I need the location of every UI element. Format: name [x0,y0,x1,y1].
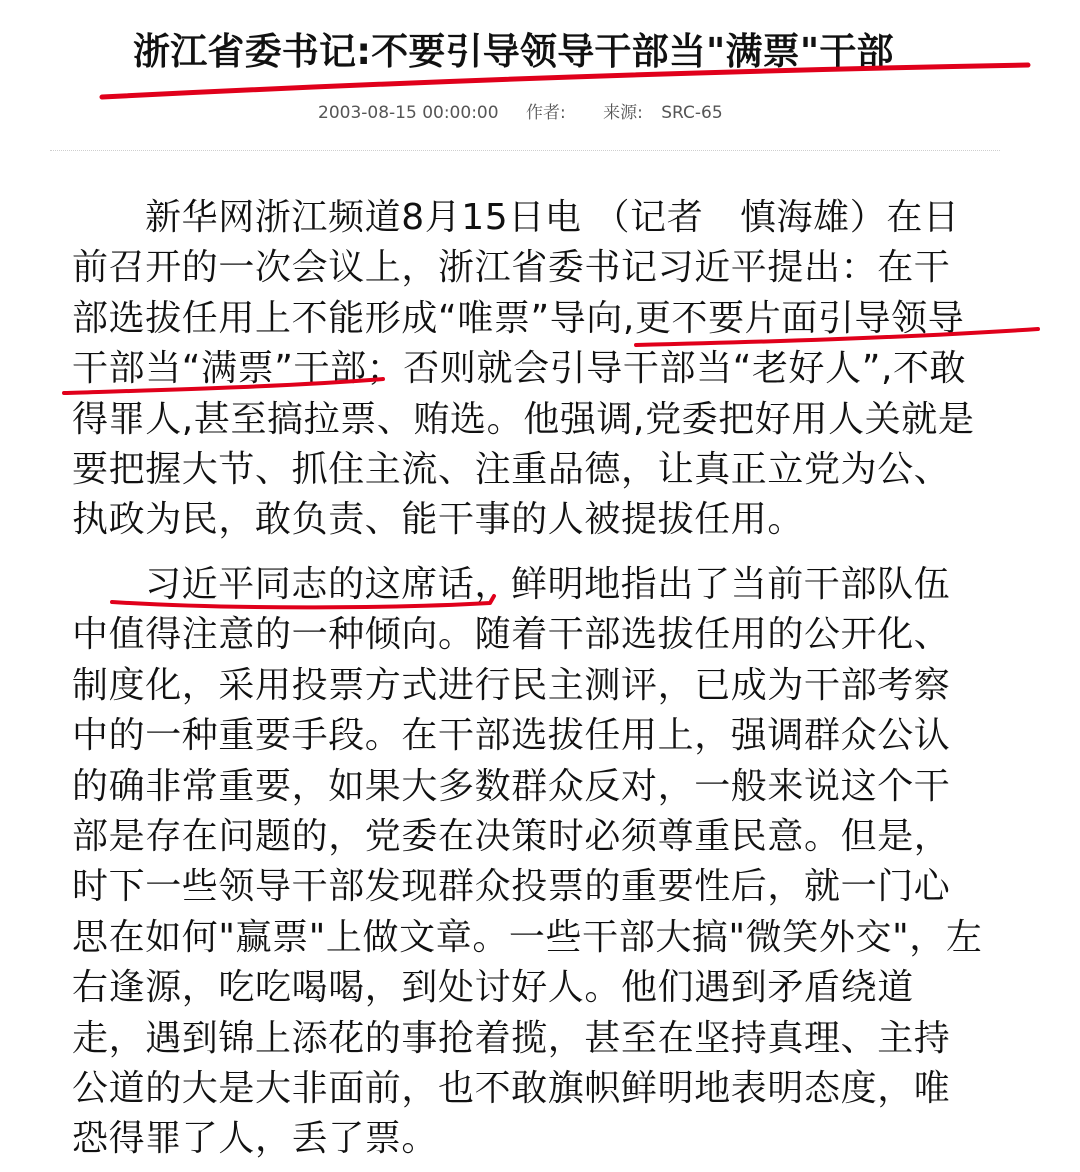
paragraph-line: 中的一种重要手段。在干部选拔任用上，强调群众公认 [72,715,951,757]
paragraph-line: 右逢源，吃吃喝喝，到处讨好人。他们遇到矛盾绕道 [72,967,914,1009]
paragraph-line: 的确非常重要，如果大多数群众反对，一般来说这个干 [72,765,951,807]
publish-date: 2003-08-15 00:00:00 [318,103,499,123]
paragraph-line: 部选拔任用上不能形成“唯票”导向,更不要片面引导领导 [72,297,965,339]
paragraph-line: 公道的大是大非面前，也不敢旗帜鲜明地表明态度，唯 [72,1067,951,1109]
paragraph-line: 习近平同志的这席话，鲜明地指出了当前干部队伍 [145,564,951,605]
paragraph-line: 干部当“满票”干部；否则就会引导干部当“老好人”,不敢 [72,348,967,390]
paragraph-line: 走，遇到锦上添花的事抢着揽，甚至在坚持真理、主持 [72,1017,951,1059]
paragraph-line: 部是存在问题的，党委在决策时必须尊重民意。但是， [72,815,951,857]
article-meta [318,101,1018,125]
paragraph-line: 恐得罪了人，丢了票。 [72,1118,439,1160]
paragraph-line: 思在如何"赢票"上做文章。一些干部大搞"微笑外交"，左 [72,916,983,958]
source-label: 来源: [603,103,643,123]
paragraph-line: 制度化，采用投票方式进行民主测评，已成为干部考察 [72,664,951,706]
paragraph-line: 执政为民，敢负责、能干事的人被提拔任用。 [72,499,805,541]
paragraph-line: 得罪人,甚至搞拉票、贿选。他强调,党委把好用人关就是 [72,398,975,440]
paragraph-line: 新华网浙江频道8月15日电 （记者 慎海雄）在日 [145,197,960,238]
paragraph-line: 要把握大节、抓住主流、注重品德，让真正立党为公、 [72,448,951,490]
paragraph-2 [72,560,1062,1165]
paragraph-line: 前召开的一次会议上，浙江省委书记习近平提出：在干 [72,247,951,289]
author-label: 作者: [525,103,566,123]
paragraph-1 [72,193,1062,546]
source-value: SRC-65 [661,103,723,123]
paragraph-line: 中值得注意的一种倾向。随着干部选拔任用的公开化、 [72,614,951,656]
paragraph-line: 时下一些领导干部发现群众投票的重要性后，就一门心 [72,866,951,908]
dotted-separator [50,150,1000,151]
article-title: 浙江省委书记:不要引导领导干部当"满票"干部 [133,30,894,73]
